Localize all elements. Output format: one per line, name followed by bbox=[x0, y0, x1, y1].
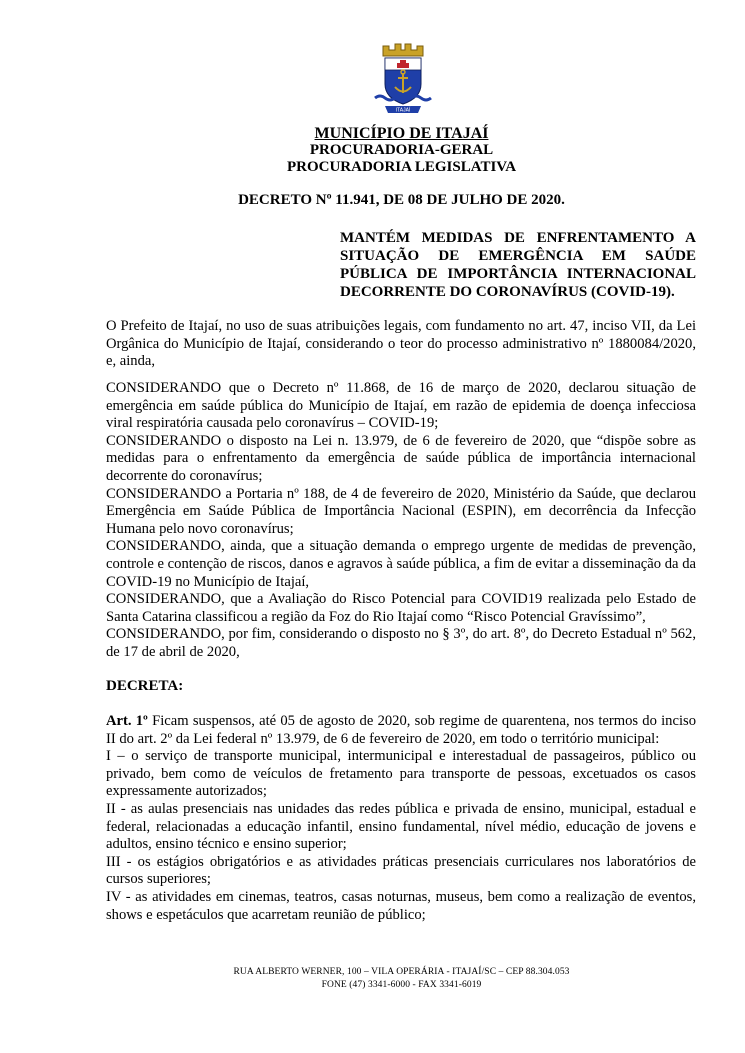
inciso-item: I – o serviço de transporte municipal, intermunicipal e interestadual de passageiros, público ou privado, bem como de veículos de fretamento para transporte de pessoas, excetuados os casos expressamente autorizados; bbox=[106, 748, 696, 800]
inciso-item: III - os estágios obrigatórios e as atividades práticas presenciais curriculares nos laboratórios de cursos superiores; bbox=[106, 853, 696, 888]
preamble-text: O Prefeito de Itajaí, no uso de suas atribuições legais, com fundamento no art. 47, inciso VII, da Lei Orgânica do Município de Itajaí, considerando o teor do processo administrativo nº 1880084/2020, e, ainda, bbox=[106, 318, 696, 370]
inciso-item: IV - as atividades em cinemas, teatros, casas noturnas, museus, bem como a realização de eventos, shows e espetáculos que acarretam reunião de público; bbox=[106, 888, 696, 923]
summary-line: PÚBLICA DE IMPORTÂNCIA INTERNACIONAL bbox=[340, 266, 696, 282]
consideration-item: CONSIDERANDO que o Decreto nº 11.868, de 16 de março de 2020, declarou situação de emergência em saúde pública do Município de Itajaí, em razão de epidemia de doença infecciosa viral respiratória causada pelo coronavírus – COVID-19; bbox=[106, 380, 696, 432]
article-label: Art. 1º bbox=[106, 713, 148, 729]
summary-line: SITUAÇÃO DE EMERGÊNCIA EM SAÚDE bbox=[340, 248, 696, 264]
municipal-crest-logo bbox=[371, 40, 435, 120]
page-footer bbox=[0, 966, 745, 992]
decree-summary bbox=[340, 229, 696, 301]
summary-line: MANTÉM MEDIDAS DE ENFRENTAMENTO A bbox=[340, 230, 696, 246]
article-1 bbox=[106, 713, 696, 924]
decreta-heading: DECRETA: bbox=[106, 678, 184, 694]
preamble bbox=[106, 318, 696, 371]
consideration-item: CONSIDERANDO, que a Avaliação do Risco Potencial para COVID19 realizada pelo Estado de Santa Catarina classificou a região da Foz do Rio Itajaí como “Risco Potencial Gravíssimo”, bbox=[106, 591, 696, 625]
footer-address: RUA ALBERTO WERNER, 100 – VILA OPERÁRIA - ITAJAÍ/SC – CEP 88.304.053 bbox=[233, 967, 570, 977]
summary-line: DECORRENTE DO CORONAVÍRUS (COVID-19). bbox=[340, 284, 675, 300]
consideration-item: CONSIDERANDO a Portaria nº 188, de 4 de fevereiro de 2020, Ministério da Saúde, que declarou Emergência em Saúde Pública de Importância Nacional (ESPIN), em decorrência da Infecção Humana pelo novo coronavírus; bbox=[106, 485, 696, 537]
letterhead bbox=[0, 125, 745, 176]
office-subname: PROCURADORIA LEGISLATIVA bbox=[286, 159, 517, 175]
footer-phone: FONE (47) 3341-6000 - FAX 3341-6019 bbox=[321, 980, 482, 990]
consideration-item: CONSIDERANDO, por fim, considerando o disposto no § 3º, do art. 8º, do Decreto Estadual nº 562, de 17 de abril de 2020, bbox=[106, 626, 696, 660]
office-name: PROCURADORIA-GERAL bbox=[309, 142, 494, 158]
article-1-text bbox=[106, 713, 696, 748]
municipality-name: MUNICÍPIO DE ITAJAÍ bbox=[314, 125, 489, 142]
decree-title: DECRETO Nº 11.941, DE 08 DE JULHO DE 2020. bbox=[238, 192, 565, 208]
inciso-item: II - as aulas presenciais nas unidades das redes pública e privada de ensino, municipal, estadual e federal, relacionadas a educação infantil, ensino fundamental, nível médio, educação de jovens e adultos, ensino técnico e ensino superior; bbox=[106, 800, 696, 853]
article-body: Ficam suspensos, até 05 de agosto de 2020, sob regime de quarentena, nos termos do inciso II do art. 2º da Lei federal nº 13.979, de 6 de fevereiro de 2020, em todo o território municipal: bbox=[106, 713, 696, 747]
svg-text:ITAJAÍ: ITAJAÍ bbox=[395, 107, 411, 114]
consideration-item: CONSIDERANDO, ainda, que a situação demanda o emprego urgente de medidas de prevenção, controle e contenção de riscos, danos e agravos à saúde pública, a fim de evitar a disseminação da da COVID-19 no Município de Itajaí, bbox=[106, 538, 696, 590]
considerations bbox=[106, 380, 696, 662]
consideration-item: CONSIDERANDO o disposto na Lei n. 13.979, de 6 de fevereiro de 2020, que “dispõe sobre as medidas para o enfrentamento da emergência de saúde pública de importância internacional decorrente do coronavírus; bbox=[106, 432, 696, 484]
